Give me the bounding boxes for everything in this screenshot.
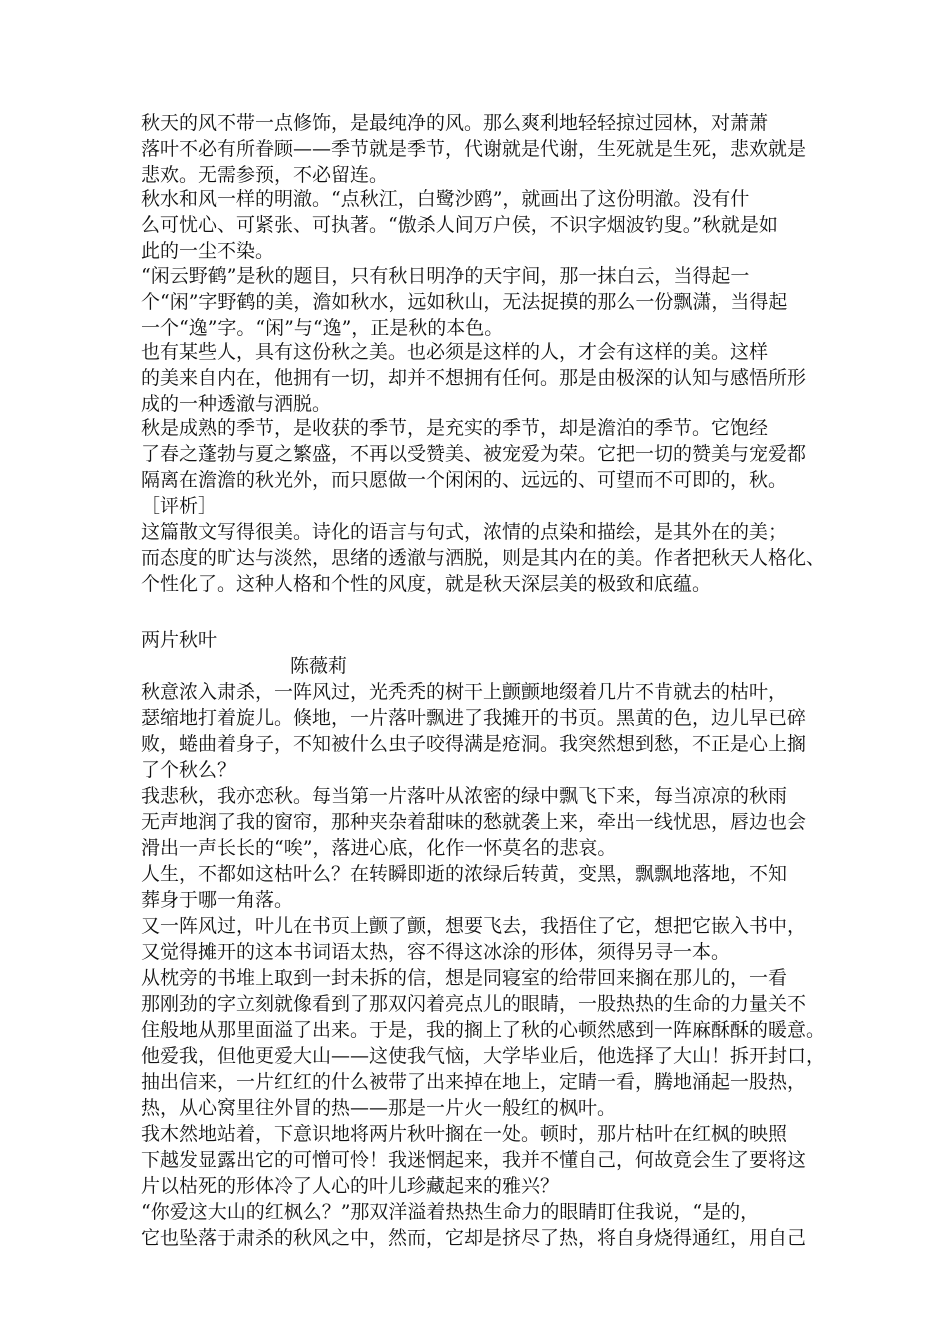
paragraph-line: “你爱这大山的红枫么？”那双洋溢着热热生命力的眼睛盯住我说，“是的， <box>141 1201 760 1223</box>
paragraph-line: 瑟缩地打着旋儿。倏地，一片落叶飘进了我摊开的书页。黑黄的色，边儿早已碎 <box>141 707 807 729</box>
paragraph-line: 成的一种透澈与洒脱。 <box>141 393 332 415</box>
paragraph-line: 他爱我，但他更爱大山——这使我气恼，大学毕业后，他选择了大山！拆开封口， <box>141 1045 826 1067</box>
paragraph-line: 热，从心窝里往外冒的热——那是一片火一般红的枫叶。 <box>141 1097 617 1119</box>
paragraph-line: 抽出信来，一片红红的什么被带了出来掉在地上，定睛一看，腾地涌起一股热， <box>141 1071 807 1093</box>
paragraph-line: 又觉得摊开的这本书词语太热，容不得这冰涂的形体，须得另寻一本。 <box>141 941 731 963</box>
paragraph-line: 隔离在澹澹的秋光外，而只愿做一个闲闲的、远远的、可望而不可即的，秋。 <box>141 469 788 491</box>
paragraph-line: 个“闲”字野鹤的美，澹如秋水，远如秋山，无法捉摸的那么一份飘潇，当得起 <box>141 291 788 313</box>
paragraph-line: 败，蜷曲着身子，不知被什么虫子咬得满是疮洞。我突然想到愁，不正是心上搁 <box>141 733 807 755</box>
paragraph-line: 了个秋么？ <box>141 759 237 781</box>
paragraph-line: 我木然地站着，下意识地将两片秋叶搁在一处。顿时，那片枯叶在红枫的映照 <box>141 1123 788 1145</box>
paragraph-line: 它也坠落于肃杀的秋风之中，然而，它却是挤尽了热，将自身烧得通红，用自己 <box>141 1227 807 1249</box>
section-heading-critique: ［评析］ <box>141 495 218 517</box>
paragraph-line: 秋天的风不带一点修饰，是最纯净的风。那么爽利地轻轻掠过园林，对萧萧 <box>141 112 769 134</box>
paragraph-line: 此的一尘不染。 <box>141 240 275 262</box>
paragraph-line: 个性化了。这种人格和个性的风度，就是秋天深层美的极致和底蕴。 <box>141 573 712 595</box>
paragraph-line: 无声地润了我的窗帘，那种夹杂着甜味的愁就袭上来，牵出一线忧思，唇边也会 <box>141 811 807 833</box>
paragraph-line: 人生，不都如这枯叶么？在转瞬即逝的浓绿后转黄，变黑，飘飘地落地，不知 <box>141 863 788 885</box>
paragraph-line: 秋水和风一样的明澈。“点秋江，白鹭沙鸥”，就画出了这份明澈。没有什 <box>141 188 750 210</box>
paragraph-line: 落叶不必有所眷顾——季节就是季节，代谢就是代谢，生死就是生死，悲欢就是 <box>141 138 807 160</box>
paragraph-line: 又一阵风过，叶儿在书页上颤了颤，想要飞去，我捂住了它，想把它嵌入书中， <box>141 915 807 937</box>
paragraph-line: 滑出一声长长的“唉”，落进心底，化作一怀莫名的悲哀。 <box>141 837 617 859</box>
article-author: 陈薇莉 <box>290 655 348 677</box>
paragraph-line: 一个“逸”字。“闲”与“逸”，正是秋的本色。 <box>141 317 504 339</box>
paragraph-line: 下越发显露出它的可憎可怜！我迷惘起来，我并不懂自己，何故竟会生了要将这 <box>141 1149 807 1171</box>
paragraph-line: 么可忧心、可紧张、可执著。“傲杀人间万户侯，不识字烟波钓叟。”秋就是如 <box>141 214 778 236</box>
paragraph-line: 这篇散文写得很美。诗化的语言与句式，浓情的点染和描绘，是其外在的美； <box>141 521 788 543</box>
paragraph-line: “闲云野鹤”是秋的题目，只有秋日明净的天宇间，那一抹白云，当得起一 <box>141 265 750 287</box>
paragraph-line: 而态度的旷达与淡然，思绪的透澈与洒脱，则是其内在的美。作者把秋天人格化、 <box>141 547 826 569</box>
paragraph-line: 住般地从那里面溢了出来。于是，我的搁上了秋的心顿然感到一阵麻酥酥的暖意。 <box>141 1019 826 1041</box>
paragraph-line: 悲欢。无需参预，不必留连。 <box>141 164 389 186</box>
paragraph-line: 了春之蓬勃与夏之繁盛，不再以受赞美、被宠爱为荣。它把一切的赞美与宠爱都 <box>141 443 807 465</box>
paragraph-line: 秋是成熟的季节，是收获的季节，是充实的季节，却是澹泊的季节。它饱经 <box>141 417 769 439</box>
paragraph-line: 我悲秋，我亦恋秋。每当第一片落叶从浓密的绿中飘飞下来，每当凉凉的秋雨 <box>141 785 788 807</box>
paragraph-line: 那刚劲的字立刻就像看到了那双闪着亮点儿的眼睛，一股热热的生命的力量关不 <box>141 993 807 1015</box>
paragraph-line: 的美来自内在，他拥有一切，却并不想拥有任何。那是由极深的认知与感悟所形 <box>141 367 807 389</box>
paragraph-line: 片以枯死的形体冷了人心的叶儿珍藏起来的雅兴？ <box>141 1175 560 1197</box>
article-title: 两片秋叶 <box>141 629 218 651</box>
paragraph-line: 秋意浓入肃杀，一阵风过，光秃秃的树干上颤颤地缀着几片不肯就去的枯叶， <box>141 681 788 703</box>
paragraph-line: 也有某些人，具有这份秋之美。也必须是这样的人，才会有这样的美。这样 <box>141 341 769 363</box>
paragraph-line: 从枕旁的书堆上取到一封未拆的信，想是同寝室的给带回来搁在那儿的，一看 <box>141 967 788 989</box>
paragraph-line: 葬身于哪一角落。 <box>141 889 294 911</box>
